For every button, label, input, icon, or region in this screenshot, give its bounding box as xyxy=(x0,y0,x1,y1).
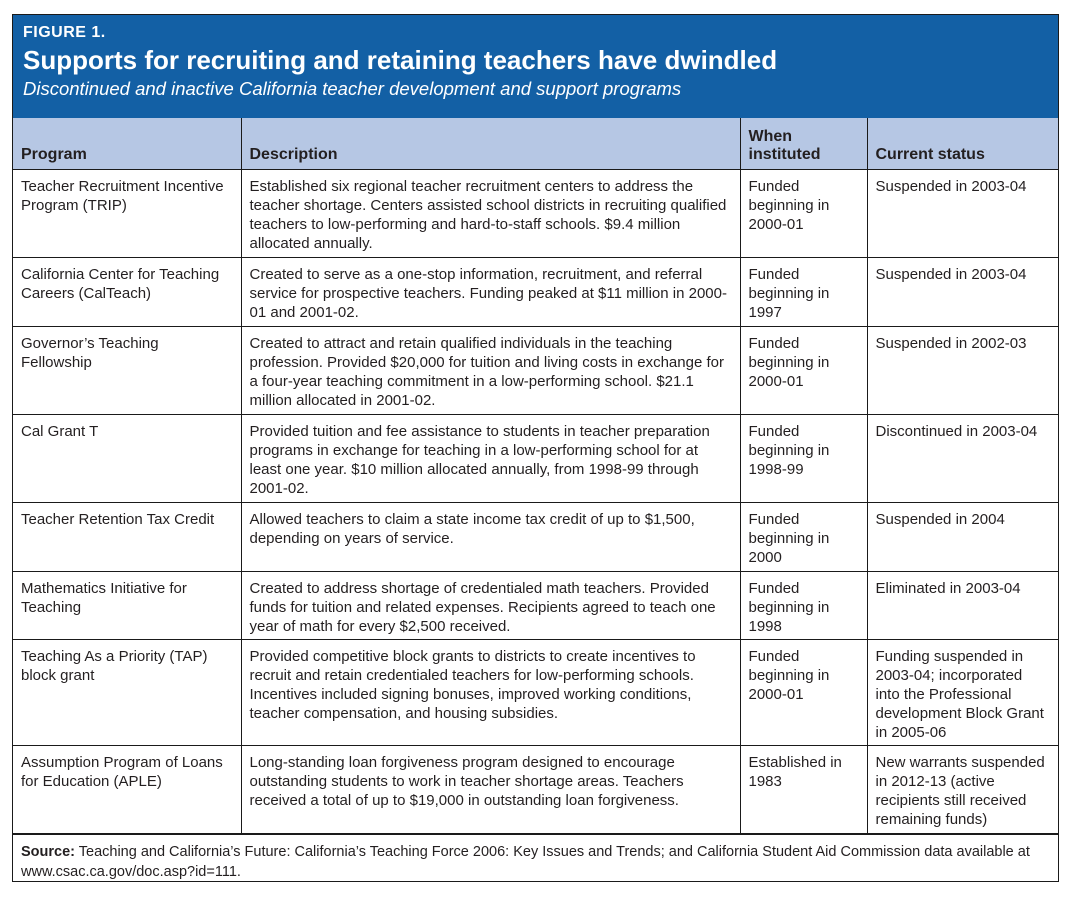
cell-current-status: Funding suspended in 2003-04; incorporated into the Professional development Block Grant in 2005-06 xyxy=(867,639,1058,745)
cell-description: Provided tuition and fee assistance to students in teacher preparation programs in exchange for teaching in a low-performing school for at least one year. $10 million allocated annually, from 1998-99 through 2001-02. xyxy=(241,414,740,502)
cell-when-instituted: Funded beginning in 2000-01 xyxy=(740,326,867,414)
cell-current-status: Suspended in 2004 xyxy=(867,502,1058,571)
cell-program: Teacher Retention Tax Credit xyxy=(13,502,241,571)
cell-current-status: Suspended in 2003-04 xyxy=(867,257,1058,326)
figure-panel xyxy=(12,14,1059,882)
cell-description: Established six regional teacher recruitment centers to address the teacher shortage. Centers assisted school districts in recruiting qualified teachers to low-performing and hard-to-staff schools. $9.4 million allocated annually. xyxy=(241,169,740,257)
cell-current-status: Eliminated in 2003-04 xyxy=(867,571,1058,639)
programs-table xyxy=(13,118,1058,834)
table-row xyxy=(13,326,1058,414)
source-note xyxy=(13,834,1058,882)
table-row xyxy=(13,414,1058,502)
cell-description: Long-standing loan forgiveness program designed to encourage outstanding students to work in teacher shortage areas. Teachers received a total of up to $19,000 in outstanding loan forgiveness. xyxy=(241,745,740,833)
source-label: Source: xyxy=(21,843,75,860)
table-row xyxy=(13,169,1058,257)
cell-program: Teaching As a Priority (TAP) block grant xyxy=(13,639,241,745)
table-header-row xyxy=(13,118,1058,169)
table-row xyxy=(13,571,1058,639)
header-when-line2: instituted xyxy=(748,145,821,163)
cell-program: Mathematics Initiative for Teaching xyxy=(13,571,241,639)
header-when-line1: When xyxy=(748,127,793,145)
cell-when-instituted: Funded beginning in 1998 xyxy=(740,571,867,639)
cell-current-status: New warrants suspended in 2012-13 (active recipients still received remaining funds) xyxy=(867,745,1058,833)
cell-program: Assumption Program of Loans for Education (APLE) xyxy=(13,745,241,833)
cell-when-instituted: Funded beginning in 2000-01 xyxy=(740,169,867,257)
table-row xyxy=(13,257,1058,326)
cell-description: Allowed teachers to claim a state income tax credit of up to $1,500, depending on years of service. xyxy=(241,502,740,571)
cell-when-instituted: Funded beginning in 1998-99 xyxy=(740,414,867,502)
figure-subtitle: Discontinued and inactive California teacher development and support programs xyxy=(23,78,682,99)
cell-program: California Center for Teaching Careers (CalTeach) xyxy=(13,257,241,326)
cell-when-instituted: Funded beginning in 2000 xyxy=(740,502,867,571)
table-row xyxy=(13,745,1058,833)
cell-description: Provided competitive block grants to districts to create incentives to recruit and retain credentialed teachers for low-performing schools. Incentives included signing bonuses, improved working conditions, teacher compensation, and housing subsidies. xyxy=(241,639,740,745)
cell-current-status: Suspended in 2002-03 xyxy=(867,326,1058,414)
source-text: Teaching and California’s Future: California’s Teaching Force 2006: Key Issues and Trends; and California Student Aid Commission data available at www.csac.ca.gov/doc.asp?id=111. xyxy=(21,843,1030,880)
cell-description: Created to serve as a one-stop information, recruitment, and referral service for prospective teachers. Funding peaked at $11 million in 2000-01 and 2001-02. xyxy=(241,257,740,326)
figure-label: FIGURE 1. xyxy=(23,24,106,41)
header-current-status: Current status xyxy=(867,118,1058,169)
cell-when-instituted: Established in 1983 xyxy=(740,745,867,833)
header-when-instituted xyxy=(740,118,867,169)
cell-program: Cal Grant T xyxy=(13,414,241,502)
figure-header xyxy=(13,15,1058,118)
cell-program: Governor’s Teaching Fellowship xyxy=(13,326,241,414)
cell-when-instituted: Funded beginning in 1997 xyxy=(740,257,867,326)
cell-program: Teacher Recruitment Incentive Program (TRIP) xyxy=(13,169,241,257)
figure-title: Supports for recruiting and retaining teachers have dwindled xyxy=(23,45,778,75)
table-row xyxy=(13,502,1058,571)
table-row xyxy=(13,639,1058,745)
header-program: Program xyxy=(13,118,241,169)
cell-current-status: Suspended in 2003-04 xyxy=(867,169,1058,257)
cell-current-status: Discontinued in 2003-04 xyxy=(867,414,1058,502)
cell-when-instituted: Funded beginning in 2000-01 xyxy=(740,639,867,745)
header-description: Description xyxy=(241,118,740,169)
cell-description: Created to attract and retain qualified individuals in the teaching profession. Provided $20,000 for tuition and living costs in exchange for a four-year teaching commitment in a low-performing school. $21.1 million allocated in 2001-02. xyxy=(241,326,740,414)
cell-description: Created to address shortage of credentialed math teachers. Provided funds for tuition and related expenses. Recipients agreed to teach one year of math for every $2,500 received. xyxy=(241,571,740,639)
